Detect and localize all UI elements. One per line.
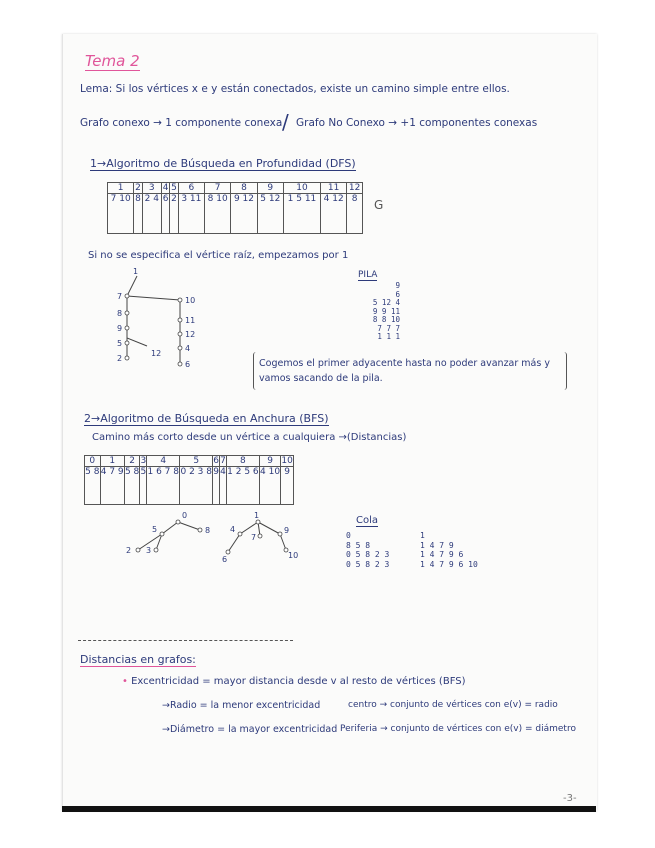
page-title: Tema 2 <box>85 52 140 70</box>
centro-text: centro → conjunto de vértices con e(v) = radio <box>348 700 558 710</box>
bfs-cell: 4 10 <box>259 467 280 505</box>
dfs-heading-text: 1→Algoritmo de Búsqueda en Profundidad (DFS) <box>90 157 356 170</box>
bfs-tree-node: 3 <box>146 546 152 555</box>
cola-queue <box>346 531 389 569</box>
separator-slash: / <box>282 110 289 134</box>
dfs-tree-node: 4 <box>185 344 191 353</box>
grafo-conexo: Grafo conexo → 1 componente conexa <box>80 117 283 129</box>
dfs-cell: 7 10 <box>108 194 134 234</box>
dfs-tree <box>115 268 205 368</box>
page-number: -3- <box>563 793 577 804</box>
dfs-header-cell: 2 <box>135 183 141 193</box>
dfs-tree-node: 7 <box>117 292 123 301</box>
dfs-header-cell: 8 <box>231 183 257 194</box>
dfs-header-cell: 3 <box>142 183 161 194</box>
dfs-cell: 8 <box>347 194 363 234</box>
bfs-tree-node: 4 <box>230 525 236 534</box>
dfs-note: Si no se especifica el vértice raíz, empezamos por 1 <box>88 250 349 261</box>
bfs-heading-text: 2→Algoritmo de Búsqueda en Anchura (BFS) <box>84 412 329 425</box>
bfs-cell: 4 <box>220 467 227 505</box>
bfs-header-cell: 5 <box>180 456 213 467</box>
diametro-text: →Diámetro = la mayor excentricidad <box>162 724 338 735</box>
dfs-cell: 5 12 <box>257 194 283 234</box>
bfs-header-cell: 8 <box>226 456 259 467</box>
dfs-header-cell: 7 <box>205 183 231 194</box>
cola-row: 0 5 8 2 3 <box>346 550 390 559</box>
pila-row: 9 9 11 <box>372 306 400 316</box>
cola-row: 0 5 8 2 3 <box>346 559 390 569</box>
dfs-tree-node: 9 <box>117 324 123 333</box>
bfs-tree-node: 6 <box>222 555 228 564</box>
bfs-tree-node: 0 <box>182 511 188 520</box>
bfs-tree-node: 10 <box>288 551 299 560</box>
pila-stack <box>360 282 400 342</box>
bfs-header-cell: 9 <box>259 456 280 467</box>
pila-label: PILA <box>358 270 378 280</box>
dfs-heading <box>90 157 356 170</box>
bfs-cell: 5 8 <box>124 467 140 505</box>
pila-row: 9 <box>395 281 400 290</box>
bfs-tree-2 <box>218 510 303 568</box>
dfs-tree-node: 5 <box>117 339 123 348</box>
bfs-cell: 1 6 7 8 <box>147 467 180 505</box>
bfs-tree-node: 7 <box>251 533 257 542</box>
bfs-header-cell: 6 <box>213 456 220 466</box>
dfs-header-cell: 4 <box>162 183 169 193</box>
dfs-comment: Cogemos el primer adyacente hasta no poder avanzar más y vamos sacando de la pila. <box>259 358 550 384</box>
dfs-header-cell: 12 <box>347 183 363 194</box>
bfs-cell: 0 2 3 8 <box>180 467 213 505</box>
dfs-tree-node: 12 <box>185 330 196 339</box>
bfs-tree-node: 2 <box>126 546 132 555</box>
periferia-text: Periferia → conjunto de vértices con e(v) = diámetro <box>340 724 576 734</box>
bfs-tree-node: 1 <box>254 511 260 520</box>
radio-text: →Radio = la menor excentricidad <box>162 700 321 711</box>
dfs-header-row <box>108 183 363 194</box>
bfs-header-cell: 10 <box>281 456 293 466</box>
bfs-tree-node: 5 <box>152 525 158 534</box>
dfs-cell: 1 5 11 <box>283 194 320 234</box>
pila-row: 7 7 7 <box>377 323 400 333</box>
bfs-header-cell: 3 <box>140 456 147 466</box>
dfs-tree-node: 12 <box>151 349 162 358</box>
bfs-subtitle: Camino más corto desde un vértice a cualquiera →(Distancias) <box>92 432 407 443</box>
bfs-cell: 9 <box>281 467 294 505</box>
bfs-header-cell: 4 <box>147 456 180 467</box>
distancias-heading <box>80 653 196 666</box>
bfs-adjacency-table <box>84 455 294 505</box>
bfs-adjacency-row <box>85 467 294 505</box>
dfs-cell: 2 <box>170 194 178 234</box>
dfs-tree-node: 2 <box>117 354 123 363</box>
dfs-header-cell: 5 <box>171 183 177 193</box>
cola-row: 1 4 7 9 6 10 <box>420 559 478 569</box>
bfs-tree-node: 9 <box>284 526 290 535</box>
bfs-cell: 1 2 5 6 <box>226 467 259 505</box>
distancias-heading-text: Distancias en grafos: <box>80 653 196 666</box>
bfs-cell: 4 7 9 <box>100 467 124 505</box>
pila-row: 8 8 10 <box>372 315 400 324</box>
dfs-cell: 3 11 <box>178 194 204 234</box>
dfs-tree-node: 8 <box>117 309 123 318</box>
cola-row: 8 5 8 <box>346 540 371 550</box>
dfs-adjacency-row <box>108 194 363 234</box>
bfs-header-row <box>85 456 294 467</box>
dfs-cell: 8 <box>134 194 142 234</box>
cola-row: 0 <box>346 531 351 540</box>
dfs-adjacency-table <box>107 182 363 234</box>
section-divider <box>78 640 293 641</box>
bfs-tree-1 <box>120 510 220 565</box>
cola-row: 1 4 7 9 6 <box>420 550 464 559</box>
cola-queue-2 <box>420 531 478 569</box>
dfs-tree-node: 10 <box>185 296 196 305</box>
cola-row: 1 4 7 9 <box>420 540 454 550</box>
cola-row: 1 <box>420 531 425 540</box>
bfs-cell: 9 <box>213 467 220 505</box>
dfs-cell: 8 10 <box>205 194 231 234</box>
bfs-header-cell: 7 <box>220 456 226 466</box>
dfs-tree-node: 11 <box>185 316 196 325</box>
dfs-cell: 2 4 <box>142 194 161 234</box>
excentricidad-definition: Excentricidad = mayor distancia desde v al resto de vértices (BFS) <box>131 676 466 687</box>
dfs-header-cell: 11 <box>321 183 347 194</box>
dfs-tree-node: 1 <box>133 267 139 276</box>
dfs-header-cell: 9 <box>257 183 283 194</box>
dfs-cell: 9 12 <box>231 194 257 234</box>
bfs-cell: 5 8 <box>85 467 101 505</box>
page-bottom-edge <box>62 806 596 812</box>
bfs-header-cell: 0 <box>85 456 101 467</box>
lema-text: Lema: Si los vértices x e y están conectados, existe un camino simple entre ellos. <box>80 83 510 95</box>
excentricidad-text <box>122 676 466 687</box>
bfs-heading <box>84 412 329 425</box>
cola-label: Cola <box>356 515 379 526</box>
bfs-cell: 5 <box>140 467 147 505</box>
dfs-cell: 6 <box>161 194 169 234</box>
pila-row: 5 12 4 <box>372 298 400 307</box>
pila-row: 1 1 1 <box>377 332 400 341</box>
dfs-header-cell: 1 <box>108 183 134 194</box>
bfs-tree-node: 8 <box>205 526 211 535</box>
bfs-header-cell: 1 <box>100 456 124 467</box>
dfs-graph-label: G <box>374 198 384 212</box>
dfs-tree-node: 6 <box>185 360 191 369</box>
dfs-header-cell: 6 <box>178 183 204 194</box>
pila-row: 6 <box>395 289 400 299</box>
bullet-icon: • <box>122 676 128 687</box>
bfs-header-cell: 2 <box>124 456 140 467</box>
dfs-header-cell: 10 <box>283 183 320 194</box>
grafo-no-conexo: Grafo No Conexo → +1 componentes conexas <box>296 117 538 129</box>
dfs-cell: 4 12 <box>321 194 347 234</box>
